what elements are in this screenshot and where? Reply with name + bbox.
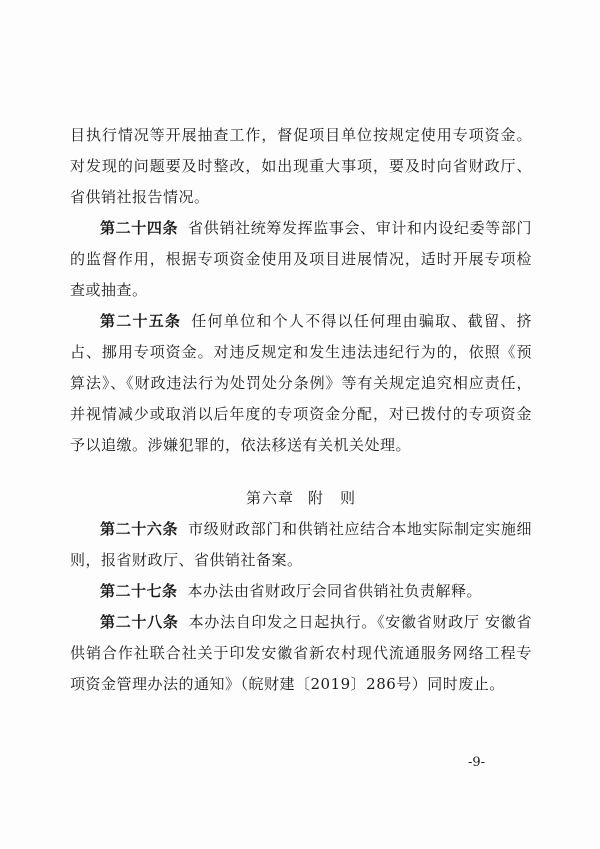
article-28 (70, 607, 532, 700)
chapter-title: 附 则 (308, 489, 357, 507)
article-24 (70, 213, 532, 306)
chapter-heading (70, 483, 532, 514)
paragraph-continued (70, 120, 532, 213)
article-label: 第二十六条 (100, 520, 179, 538)
article-label: 第二十五条 (100, 312, 182, 330)
body-text (70, 120, 532, 700)
article-text: 任何单位和个人不得以任何理由骗取、截留、挤占、挪用专项资金。对违反规定和发生违法违纪行为的，依照《预算法》、《财政违法行为处罚处分条例》等有关规定追究相应责任，并视情减少或取消以后年度的专项资金分配，对已拨付的专项资金予以追缴。涉嫌犯罪的，依法移送有关机关处理。 (70, 312, 532, 454)
paragraph-text: 目执行情况等开展抽查工作，督促项目单位按规定使用专项资金。对发现的问题要及时整改，如出现重大事项，要及时向省财政厅、省供销社报告情况。 (70, 126, 532, 206)
article-text: 市级财政部门和供销社应结合本地实际制定实施细则，报省财政厅、省供销社备案。 (70, 520, 532, 569)
chapter-number: 第六章 (245, 489, 294, 507)
article-label: 第二十七条 (100, 582, 178, 600)
page-number: -9- (468, 755, 486, 770)
article-label: 第二十八条 (100, 613, 179, 631)
article-27 (70, 576, 532, 607)
article-label: 第二十四条 (100, 219, 179, 237)
article-text: 本办法自印发之日起执行。《安徽省财政厅 安徽省供销合作社联合社关于印发安徽省新农村现代流通服务网络工程专项资金管理办法的通知》（皖财建〔2019〕286号）同时废止。 (70, 613, 532, 693)
article-text: 本办法由省财政厅会同省供销社负责解释。 (187, 582, 483, 600)
article-25 (70, 306, 532, 461)
article-26 (70, 514, 532, 576)
article-text: 省供销社统筹发挥监事会、审计和内设纪委等部门的监督作用，根据专项资金使用及项目进展情况，适时开展专项检查或抽查。 (70, 219, 532, 299)
